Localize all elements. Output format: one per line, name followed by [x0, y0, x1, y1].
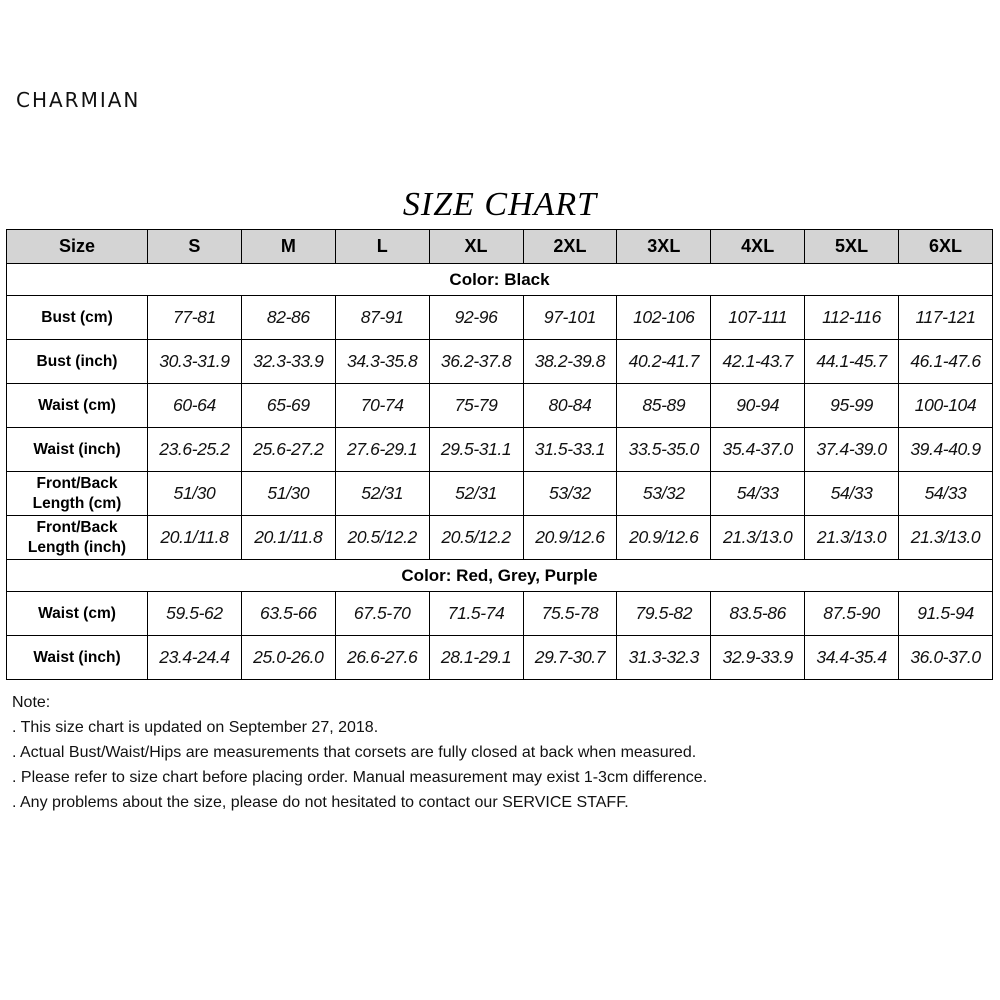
table-cell: 37.4-39.0: [805, 428, 899, 472]
note-line: . Any problems about the size, please do not hesitated to contact our SERVICE STAFF.: [12, 794, 629, 811]
header-size-2xl: 2XL: [523, 230, 617, 264]
table-cell: 71.5-74: [429, 592, 523, 636]
header-size-3xl: 3XL: [617, 230, 711, 264]
table-cell: 91.5-94: [899, 592, 993, 636]
notes-heading: Note:: [12, 694, 51, 711]
row-label: Waist (cm): [7, 592, 148, 636]
table-cell: 32.9-33.9: [711, 636, 805, 680]
table-cell: 100-104: [899, 384, 993, 428]
table-cell: 38.2-39.8: [523, 340, 617, 384]
table-cell: 23.4-24.4: [148, 636, 242, 680]
header-size-l: L: [335, 230, 429, 264]
table-cell: 20.9/12.6: [617, 516, 711, 560]
note-line: . This size chart is updated on September 27, 2018.: [12, 719, 379, 736]
table-cell: 70-74: [335, 384, 429, 428]
header-size-xl: XL: [429, 230, 523, 264]
table-cell: 32.3-33.9: [241, 340, 335, 384]
table-cell: 54/33: [711, 472, 805, 516]
table-cell: 54/33: [805, 472, 899, 516]
table-cell: 51/30: [148, 472, 242, 516]
table-cell: 20.9/12.6: [523, 516, 617, 560]
section-color-row: [7, 560, 993, 592]
row-label: [7, 472, 148, 516]
row-label: [7, 516, 148, 560]
table-cell: 20.5/12.2: [429, 516, 523, 560]
row-label-line: Length (cm): [32, 494, 122, 512]
table-cell: 107-111: [711, 296, 805, 340]
table-cell: 31.3-32.3: [617, 636, 711, 680]
table-cell: 40.2-41.7: [617, 340, 711, 384]
table-cell: 46.1-47.6: [899, 340, 993, 384]
table-cell: 80-84: [523, 384, 617, 428]
notes-section: [12, 690, 707, 815]
table-row: [7, 296, 993, 340]
table-cell: 75.5-78: [523, 592, 617, 636]
table-cell: 31.5-33.1: [523, 428, 617, 472]
header-size-s: S: [148, 230, 242, 264]
row-label: Bust (cm): [7, 296, 148, 340]
table-cell: 52/31: [335, 472, 429, 516]
brand-logo: CHARMIAN: [16, 88, 141, 112]
table-cell: 51/30: [241, 472, 335, 516]
table-cell: 42.1-43.7: [711, 340, 805, 384]
table-cell: 95-99: [805, 384, 899, 428]
table-cell: 29.7-30.7: [523, 636, 617, 680]
table-cell: 21.3/13.0: [711, 516, 805, 560]
table-cell: 36.0-37.0: [899, 636, 993, 680]
table-cell: 53/32: [617, 472, 711, 516]
table-cell: 25.0-26.0: [241, 636, 335, 680]
size-chart-table: [6, 229, 993, 680]
table-cell: 53/32: [523, 472, 617, 516]
row-label: Bust (inch): [7, 340, 148, 384]
header-size-label: Size: [7, 230, 148, 264]
table-cell: 102-106: [617, 296, 711, 340]
row-label-line: Front/Back: [36, 474, 118, 492]
table-cell: 54/33: [899, 472, 993, 516]
table-cell: 82-86: [241, 296, 335, 340]
table-row: [7, 428, 993, 472]
note-line: . Actual Bust/Waist/Hips are measurements that corsets are fully closed at back when measured.: [12, 744, 697, 761]
row-label: Waist (cm): [7, 384, 148, 428]
table-cell: 27.6-29.1: [335, 428, 429, 472]
section-color-label: Color: Red, Grey, Purple: [7, 560, 993, 592]
row-label: Waist (inch): [7, 428, 148, 472]
table-cell: 34.3-35.8: [335, 340, 429, 384]
row-label-line: Front/Back: [36, 518, 118, 536]
table-cell: 30.3-31.9: [148, 340, 242, 384]
note-line: . Please refer to size chart before placing order. Manual measurement may exist 1-3cm difference.: [12, 769, 708, 786]
section-color-label: Color: Black: [7, 264, 993, 296]
table-cell: 33.5-35.0: [617, 428, 711, 472]
table-cell: 60-64: [148, 384, 242, 428]
table-row: [7, 384, 993, 428]
table-cell: 87-91: [335, 296, 429, 340]
table-cell: 20.5/12.2: [335, 516, 429, 560]
section-color-row: [7, 264, 993, 296]
table-cell: 21.3/13.0: [805, 516, 899, 560]
table-cell: 77-81: [148, 296, 242, 340]
table-cell: 112-116: [805, 296, 899, 340]
header-size-6xl: 6XL: [899, 230, 993, 264]
table-cell: 25.6-27.2: [241, 428, 335, 472]
table-cell: 92-96: [429, 296, 523, 340]
table-cell: 21.3/13.0: [899, 516, 993, 560]
table-cell: 67.5-70: [335, 592, 429, 636]
table-cell: 83.5-86: [711, 592, 805, 636]
header-size-4xl: 4XL: [711, 230, 805, 264]
table-cell: 29.5-31.1: [429, 428, 523, 472]
table-row: [7, 636, 993, 680]
table-row: [7, 340, 993, 384]
header-size-m: M: [241, 230, 335, 264]
table-row: [7, 472, 993, 516]
row-label: Waist (inch): [7, 636, 148, 680]
table-cell: 75-79: [429, 384, 523, 428]
table-cell: 26.6-27.6: [335, 636, 429, 680]
table-cell: 97-101: [523, 296, 617, 340]
table-cell: 117-121: [899, 296, 993, 340]
table-cell: 20.1/11.8: [148, 516, 242, 560]
table-cell: 34.4-35.4: [805, 636, 899, 680]
table-cell: 36.2-37.8: [429, 340, 523, 384]
header-size-5xl: 5XL: [805, 230, 899, 264]
table-cell: 44.1-45.7: [805, 340, 899, 384]
row-label-line: Length (inch): [27, 538, 127, 556]
table-cell: 52/31: [429, 472, 523, 516]
table-cell: 90-94: [711, 384, 805, 428]
table-cell: 28.1-29.1: [429, 636, 523, 680]
table-cell: 63.5-66: [241, 592, 335, 636]
table-cell: 35.4-37.0: [711, 428, 805, 472]
table-cell: 23.6-25.2: [148, 428, 242, 472]
table-cell: 39.4-40.9: [899, 428, 993, 472]
page-title: SIZE CHART: [402, 186, 598, 223]
table-cell: 85-89: [617, 384, 711, 428]
table-row: [7, 516, 993, 560]
table-cell: 59.5-62: [148, 592, 242, 636]
table-cell: 79.5-82: [617, 592, 711, 636]
table-cell: 20.1/11.8: [241, 516, 335, 560]
table-row: [7, 592, 993, 636]
table-cell: 65-69: [241, 384, 335, 428]
table-cell: 87.5-90: [805, 592, 899, 636]
table-header-row: [7, 230, 993, 264]
